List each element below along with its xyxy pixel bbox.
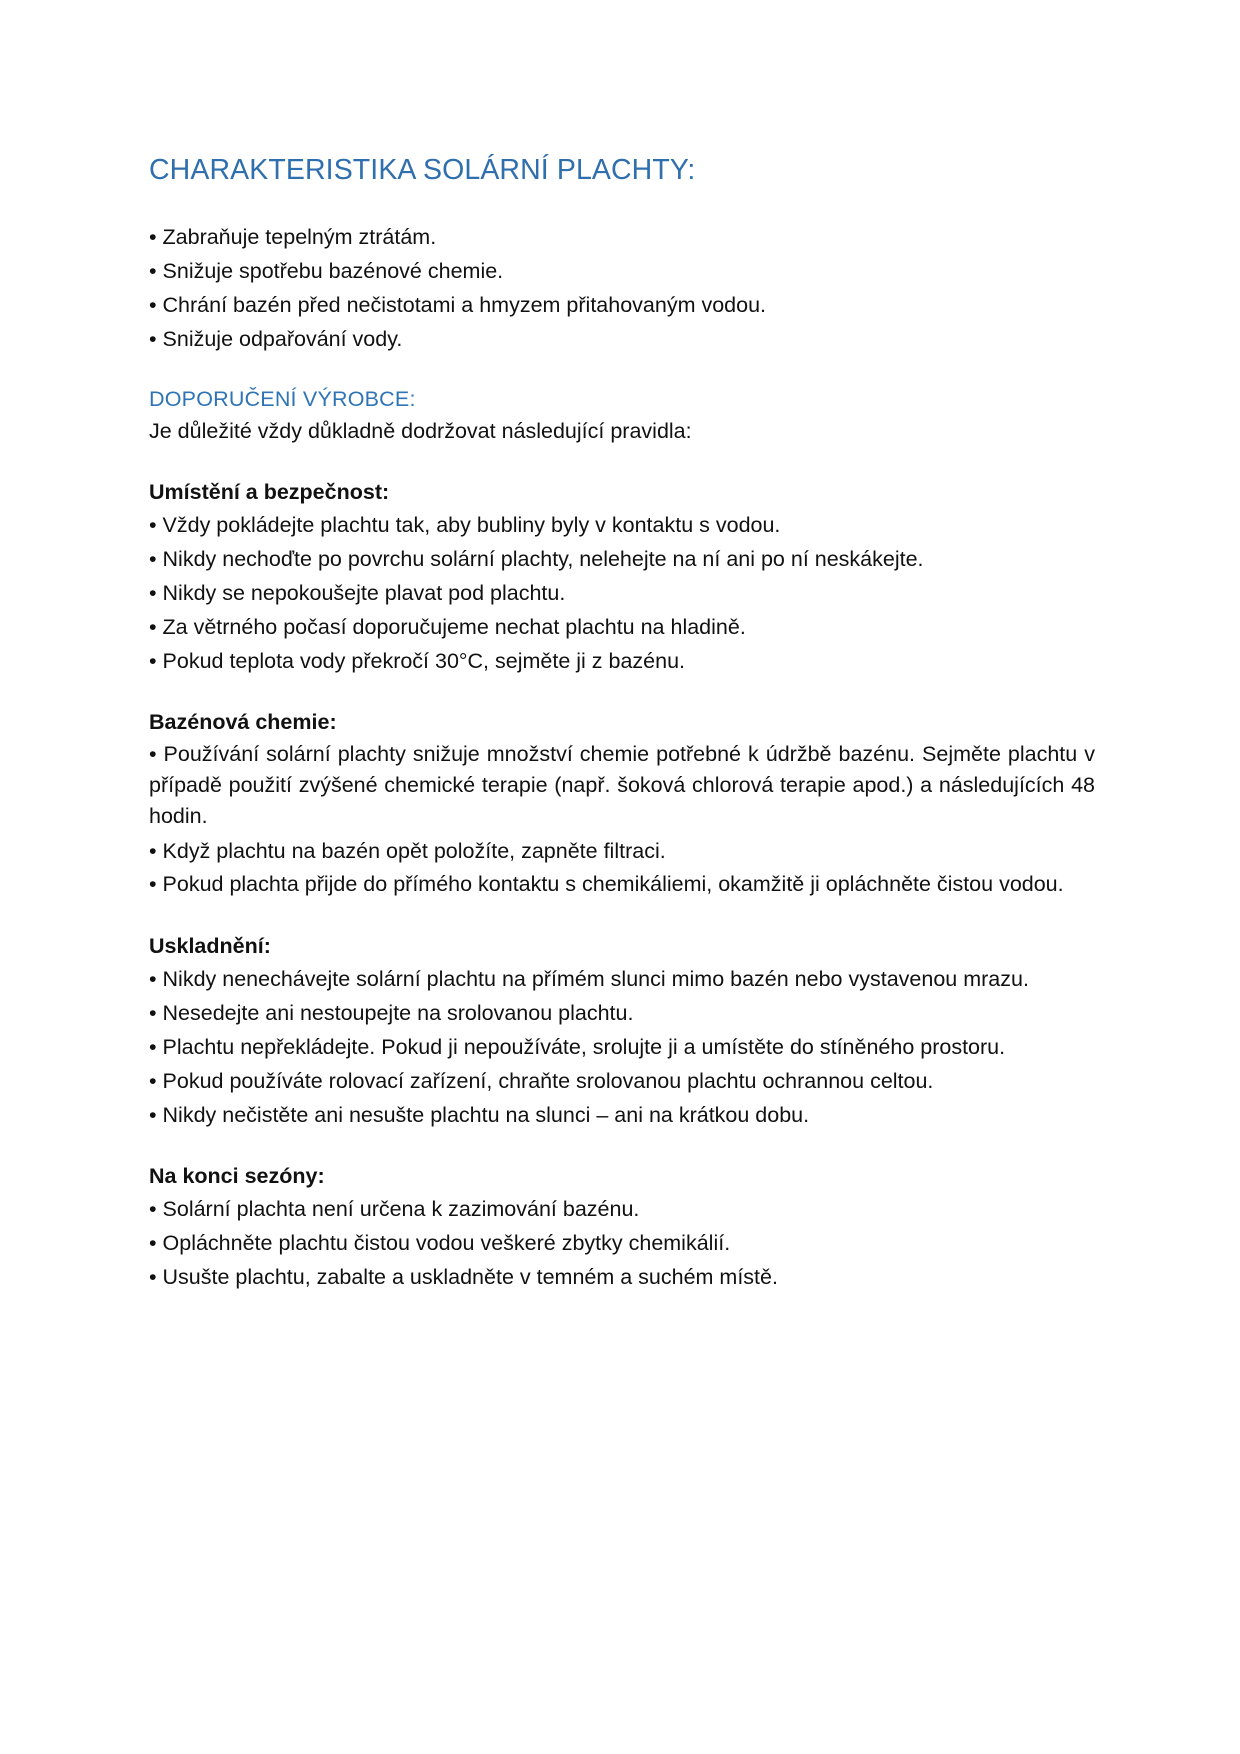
list-item [149, 576, 1095, 610]
list-item [149, 508, 1095, 542]
list-item-text: Za větrného počasí doporučujeme nechat plachtu na hladině. [162, 615, 746, 639]
list-item [149, 610, 1095, 644]
chemistry-list [149, 739, 1095, 900]
bullet-icon [149, 1069, 163, 1093]
recommendations-intro: Je důležité vždy důkladně dodržovat následující pravidla: [149, 419, 692, 443]
spacer [149, 356, 1095, 384]
bullet-icon [149, 547, 163, 571]
list-item-text: Pokud teplota vody překročí 30°C, sejměte ji z bazénu. [162, 649, 686, 673]
bullet-icon [149, 513, 163, 537]
list-item-text: Nikdy nenechávejte solární plachtu na přímém slunci mimo bazén nebo vystavenou mrazu. [162, 967, 1029, 991]
recommendations-heading: DOPORUČENÍ VÝROBCE: [149, 387, 416, 411]
list-item-text: Když plachtu na bazén opět položíte, zapněte filtraci. [162, 839, 666, 863]
bullet-icon [149, 259, 163, 283]
list-item-text: Nikdy nečistěte ani nesušte plachtu na slunci – ani na krátkou dobu. [162, 1103, 810, 1127]
list-item [149, 542, 1095, 576]
list-item-text: Vždy pokládejte plachtu tak, aby bubliny byly v kontaktu s vodou. [162, 513, 781, 537]
placement-list [149, 508, 1095, 678]
list-item-text: Usušte plachtu, zabalte a uskladněte v temném a suchém místě. [162, 1265, 778, 1289]
list-item-text: Opláchněte plachtu čistou vodou veškeré zbytky chemikálií. [162, 1231, 731, 1255]
list-item-text: Snižuje odpařování vody. [162, 327, 403, 351]
spacer [149, 1132, 1095, 1160]
bullet-icon [149, 649, 163, 673]
section-heading-placement: Umístění a bezpečnost: [149, 480, 390, 504]
list-item [149, 288, 1095, 322]
storage-list [149, 962, 1095, 1132]
bullet-icon [149, 967, 163, 991]
bullet-icon [149, 581, 163, 605]
list-item-text: Používání solární plachty snižuje množství chemie potřebné k údržbě bazénu. Sejměte plachtu v případě použití zvýšené chemické terapie (např. šoková chlorová terapie apod.) a následujících 48 hodin. [149, 742, 1095, 828]
bullet-icon [149, 225, 163, 249]
features-list [149, 220, 1095, 356]
list-item [149, 1030, 1095, 1064]
list-item [149, 1192, 1095, 1226]
list-item [149, 220, 1095, 254]
list-item-text: Solární plachta není určena k zazimování bazénu. [162, 1197, 640, 1221]
bullet-icon [149, 1035, 163, 1059]
bullet-icon [149, 1231, 163, 1255]
season-end-list [149, 1192, 1095, 1294]
bullet-icon [149, 742, 164, 766]
list-item [149, 254, 1095, 288]
list-item [149, 322, 1095, 356]
document-page [149, 150, 1095, 1294]
bullet-icon [149, 872, 163, 896]
list-item-text: Pokud používáte rolovací zařízení, chraňte srolovanou plachtu ochrannou celtou. [162, 1069, 934, 1093]
list-item [149, 1098, 1095, 1132]
list-item-text: Nikdy se nepokoušejte plavat pod plachtu. [162, 581, 566, 605]
section-heading-chemistry: Bazénová chemie: [149, 710, 337, 734]
list-item [149, 834, 1095, 868]
section-heading-season-end: Na konci sezóny: [149, 1164, 325, 1188]
list-item [149, 1064, 1095, 1098]
section-heading-storage: Uskladnění: [149, 934, 271, 958]
list-item-text: Zabraňuje tepelným ztrátám. [162, 225, 437, 249]
list-item [149, 1226, 1095, 1260]
spacer [149, 902, 1095, 930]
bullet-icon [149, 293, 163, 317]
bullet-icon [149, 1197, 163, 1221]
bullet-icon [149, 327, 163, 351]
list-item-text: Pokud plachta přijde do přímého kontaktu s chemikáliemi, okamžitě ji opláchněte čistou vodou. [162, 872, 1064, 896]
bullet-icon [149, 839, 163, 863]
bullet-icon [149, 1001, 163, 1025]
list-item-text: Snižuje spotřebu bazénové chemie. [162, 259, 504, 283]
list-item [149, 1260, 1095, 1294]
list-item [149, 996, 1095, 1030]
list-item-text: Nesedejte ani nestoupejte na srolovanou plachtu. [162, 1001, 634, 1025]
list-item [149, 962, 1095, 996]
bullet-icon [149, 1265, 163, 1289]
list-item [149, 869, 1095, 900]
spacer [149, 678, 1095, 706]
page-title: CHARAKTERISTIKA SOLÁRNÍ PLACHTY: [149, 154, 696, 186]
spacer [149, 190, 1095, 220]
list-item-text: Nikdy nechoďte po povrchu solární plachty, nelehejte na ní ani po ní neskákejte. [162, 547, 924, 571]
list-item [149, 739, 1095, 832]
spacer [149, 448, 1095, 476]
list-item-text: Plachtu nepřekládejte. Pokud ji nepoužíváte, srolujte ji a umístěte do stíněného prostoru. [162, 1035, 1006, 1059]
bullet-icon [149, 1103, 163, 1127]
list-item-text: Chrání bazén před nečistotami a hmyzem přitahovaným vodou. [162, 293, 767, 317]
bullet-icon [149, 615, 163, 639]
list-item [149, 644, 1095, 678]
